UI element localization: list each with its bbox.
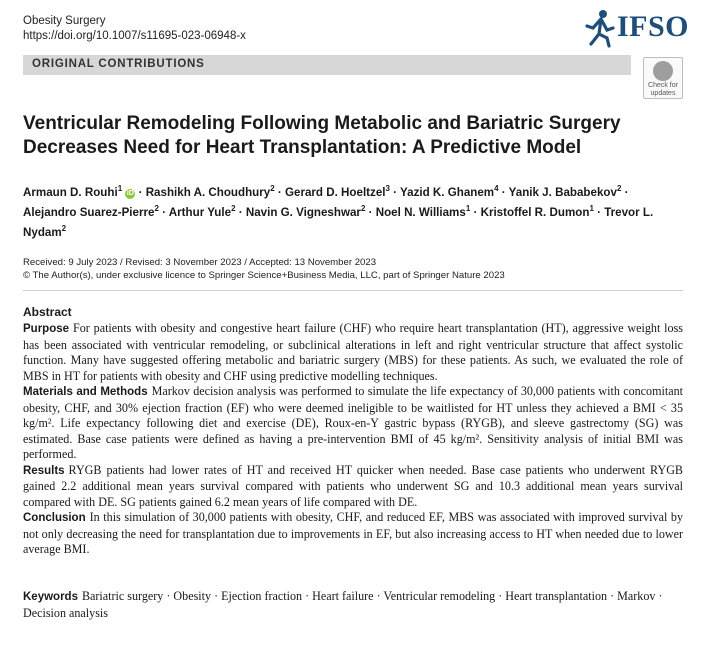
check-updates-text: Check for updates [648,82,678,97]
affiliation-number: 1 [589,203,594,213]
orcid-icon[interactable]: iD [126,189,134,197]
abstract-section-text: RYGB patients had lower rates of HT and received HT quicker when needed. Base case patients who underwent RYGB gained 2.2 additional mean years survival compared with patients who underwent SG and 10.3 additional mean years survival compared with DE. SG patients gained 6.2 mean years of life compared with DE. [23,462,683,509]
abstract-section [23,321,683,384]
author-name: Trevor L. Nydam [23,205,654,239]
author-name: Rashikh A. Choudhury [145,185,271,199]
journal-name: Obesity Surgery [23,15,106,27]
affiliation-number: 2 [270,184,275,193]
keywords [23,589,683,621]
history-dates: Received: 9 July 2023 / Revised: 3 November 2023 / Accepted: 13 November 2023 [23,257,377,268]
abstract-section [23,463,683,511]
section-label: ORIGINAL CONTRIBUTIONS [32,58,205,70]
abstract-section [23,384,683,463]
check-updates-icon [653,61,673,81]
journal-info [23,14,246,44]
ifso-logo [583,8,695,50]
author[interactable] [400,186,499,199]
affiliation-number: 2 [360,203,366,213]
author-name: Gerard D. Hoeltzel [284,185,386,199]
author-name: Alejandro Suarez-Pierre [23,205,155,219]
author-name: Kristoffel R. Dumon [480,205,590,219]
affiliation-number: 3 [385,184,390,193]
abstract-body [23,321,683,558]
author-name: Noel N. Williams [375,205,466,219]
section-banner [23,55,631,75]
author[interactable] [23,203,159,219]
figure-icon [583,8,617,48]
abstract-section [23,510,683,558]
abstract-heading: Abstract [23,305,72,319]
author[interactable] [375,203,471,219]
author-name: Navin G. Vigneshwar [245,205,361,219]
author[interactable] [245,203,366,219]
author-name: Yanik J. Bababekov [508,185,617,199]
keywords-label: Keywords [23,591,78,603]
article-dates [23,256,505,282]
author[interactable] [480,203,594,219]
affiliation-number: 2 [154,203,159,213]
affiliation-number: 1 [117,184,123,193]
author[interactable] [285,186,390,199]
divider [23,290,683,291]
author-list: Armaun D. Rouhi$^1$ iD · Rashikh A. Choudhury$^2$ · Gerard D. Hoeltzel$^3$ · Yazid K. Ghanem$^4$ · Yanik J. Bababekov$^2$ · Alejandro Suarez-Pierre$^2$ · Arthur Yule$^2$ · Navin G. Vigneshwar$^2$ · Noel N. Williams$^1$ · Kristoffel R. Dumon$^1$ · Trevor L. Nydam$^2$ [23,184,654,239]
abstract-section-text: Markov decision analysis was performed to simulate the life expectancy of 30,000 patients with concomitant obesity, CHF, and 30% ejection fraction (EF) who were deemed ineligible to be waitlisted for HT unless they achieved a BMI < 35 kg/m². Life expectancy following diet and exercise (DE), Roux-en-Y gastric bypass (RYGB), and sleeve gastrectomy (SG) was estimated. Base case patients were defined as having a pre-intervention BMI of 45 kg/m². Sensitivity analysis of initial BMI was performed. [23,384,683,461]
author-name: Yazid K. Ghanem [400,185,495,199]
abstract-section-label: Conclusion [23,512,86,524]
logo-text: IFSO [617,10,690,43]
affiliation-number: 2 [616,184,622,193]
abstract-section-label: Purpose [23,323,70,335]
check-for-updates-badge[interactable] [643,57,683,99]
affiliation-number: 1 [465,203,471,213]
copyright-line: © The Author(s), under exclusive licence to Springer Science+Business Media, LLC, part of Springer Nature 2023 [23,270,505,281]
author[interactable] [509,186,622,199]
author[interactable] [168,203,236,219]
author[interactable] [23,186,135,199]
doi-link[interactable]: https://doi.org/10.1007/s11695-023-06948-x [23,30,246,42]
abstract-section-text: For patients with obesity and congestive heart failure (CHF) who require heart transplantation (HT), aggressive weight loss has been associated with ventricular remodeling, or subclinical alterations in left and right ventricular structure that affect systolic function. Many have suggested offering metabolic and bariatric surgery (MBS) for these patients. As such, we evaluated the role of MBS in HT for patients with obesity and CHF using predictive modelling techniques. [23,321,683,383]
author[interactable] [146,186,275,199]
affiliation-number: 2 [231,203,236,213]
keywords-text: Bariatric surgery · Obesity · Ejection fraction · Heart failure · Ventricular remodeling · Heart transplantation · Markov · Decision analysis [23,589,663,620]
article-title: Ventricular Remodeling Following Metabolic and Bariatric Surgery Decreases Need for Heart Transplantation: A Predictive Model [23,113,621,158]
abstract-section-text: In this simulation of 30,000 patients with obesity, CHF, and reduced EF, MBS was associated with improved survival by not only decreasing the need for transplantation due to improvements in EF, but also increasing access to HT when needed due to lower average BMI. [23,510,683,556]
affiliation-number: 2 [61,223,67,233]
abstract-section-label: Results [23,464,65,477]
author-name: Arthur Yule [168,205,232,219]
abstract-section-label: Materials and Methods [23,386,148,398]
author-name: Armaun D. Rouhi [23,185,118,199]
affiliation-number: 4 [494,184,499,193]
